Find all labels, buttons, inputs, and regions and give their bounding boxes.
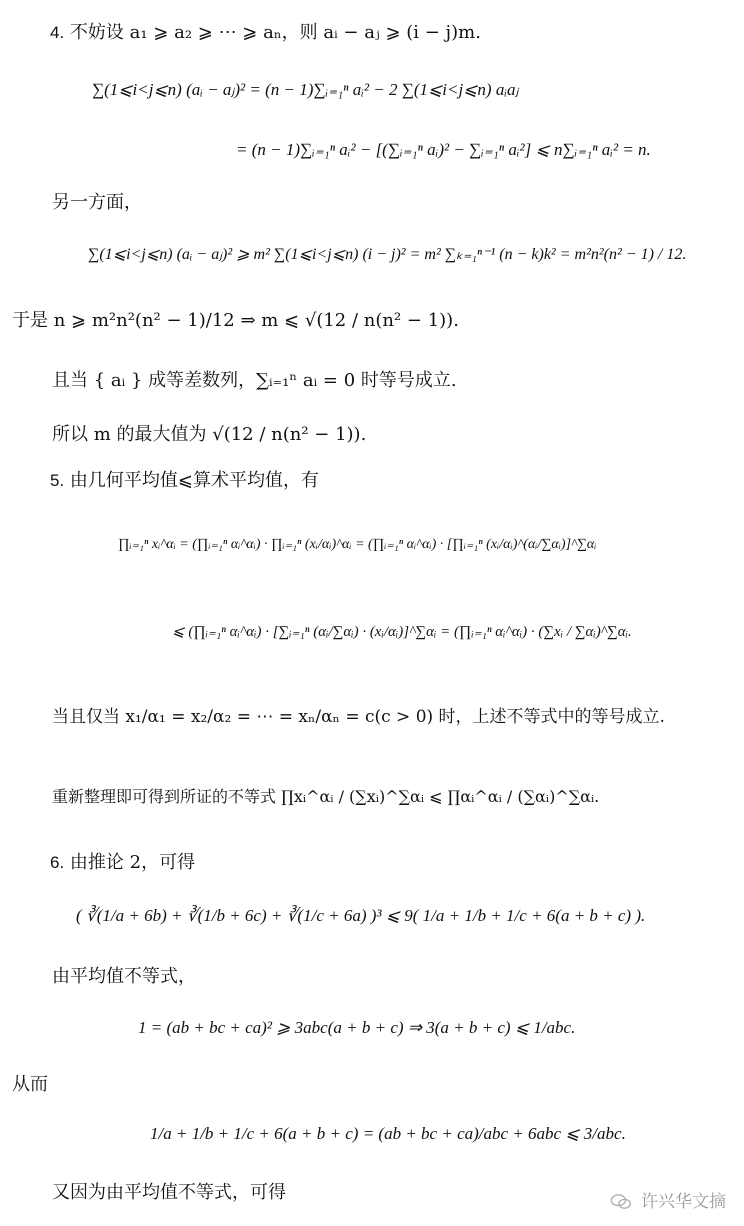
equation-5: ⩽ (∏ᵢ₌₁ⁿ αᵢ^αᵢ) · [∑ᵢ₌₁ⁿ (αᵢ/∑αᵢ) · (xᵢ/αᵢ)]^∑αᵢ = (∏ᵢ₌₁ⁿ αᵢ^αᵢ) · (∑xᵢ / ∑αᵢ)^∑αᵢ.	[172, 624, 632, 640]
watermark-text: 许兴华文摘	[641, 1192, 726, 1212]
text-other-side: 另一方面，	[52, 192, 142, 213]
problem-4-number: 4.	[50, 23, 65, 42]
problem-6-line	[50, 852, 195, 874]
equation-8: 1/a + 1/b + 1/c + 6(a + b + c) = (ab + bc + ca)/abc + 6abc ⩽ 3/abc.	[150, 1124, 626, 1143]
problem-5-text: 由几何平均值⩽算术平均值，有	[69, 470, 320, 491]
problem-6-number: 6.	[50, 853, 65, 872]
equation-7: 1 = (ab + bc + ca)² ⩾ 3abc(a + b + c) ⇒ 3(a + b + c) ⩽ 1/abc.	[138, 1018, 576, 1037]
text-hence: 从而	[12, 1074, 48, 1095]
text-therefore: 于是 n ⩾ m²n²(n² − 1)/12 ⇒ m ⩽ √(12 / n(n² − 1)).	[12, 310, 459, 331]
problem-5-number: 5.	[50, 471, 65, 490]
text-max-value: 所以 m 的最大值为 √(12 / n(n² − 1)).	[52, 424, 367, 445]
text-equality-case: 且当 { aᵢ } 成等差数列，∑ᵢ₌₁ⁿ aᵢ = 0 时等号成立.	[52, 370, 457, 391]
problem-4-text: 不妨设 a₁ ⩾ a₂ ⩾ ⋯ ⩾ aₙ，则 aᵢ − aⱼ ⩾ (i − j)m.	[69, 22, 481, 43]
text-also: 又因为由平均值不等式，可得	[52, 1182, 286, 1203]
problem-5-line	[50, 470, 319, 492]
watermark	[610, 1187, 726, 1212]
problem-6-text: 由推论 2，可得	[69, 852, 196, 873]
wechat-icon	[610, 1194, 632, 1210]
equation-1: ∑(1⩽i<j⩽n) (aᵢ − aⱼ)² = (n − 1)∑ᵢ₌₁ⁿ aᵢ² − 2 ∑(1⩽i<j⩽n) aᵢaⱼ	[92, 80, 519, 99]
problem-4-line	[50, 22, 481, 44]
equation-4: ∏ᵢ₌₁ⁿ xᵢ^αᵢ = (∏ᵢ₌₁ⁿ αᵢ^αᵢ) · ∏ᵢ₌₁ⁿ (xᵢ/αᵢ)^αᵢ = (∏ᵢ₌₁ⁿ αᵢ^αᵢ) · [∏ᵢ₌₁ⁿ (xᵢ/αᵢ)^(αᵢ/∑αᵢ)]^∑αᵢ	[118, 537, 597, 552]
equation-6: ( ∛(1/a + 6b) + ∛(1/b + 6c) + ∛(1/c + 6a) )³ ⩽ 9( 1/a + 1/b + 1/c + 6(a + b + c) ).	[76, 906, 646, 925]
equation-2: = (n − 1)∑ᵢ₌₁ⁿ aᵢ² − [(∑ᵢ₌₁ⁿ aᵢ)² − ∑ᵢ₌₁ⁿ aᵢ²] ⩽ n∑ᵢ₌₁ⁿ aᵢ² = n.	[236, 140, 651, 159]
text-mean-inequality: 由平均值不等式，	[52, 966, 196, 987]
equation-3: ∑(1⩽i<j⩽n) (aᵢ − aⱼ)² ⩾ m² ∑(1⩽i<j⩽n) (i − j)² = m² ∑ₖ₌₁ⁿ⁻¹ (n − k)k² = m²n²(n² − 1) / 12.	[88, 246, 687, 263]
text-iff: 当且仅当 x₁/α₁ = x₂/α₂ = ⋯ = xₙ/αₙ = c(c > 0) 时，上述不等式中的等号成立.	[52, 707, 665, 727]
text-reorganize: 重新整理即可得到所证的不等式 ∏xᵢ^αᵢ / (∑xᵢ)^∑αᵢ ⩽ ∏αᵢ^αᵢ / (∑αᵢ)^∑αᵢ.	[52, 787, 600, 806]
